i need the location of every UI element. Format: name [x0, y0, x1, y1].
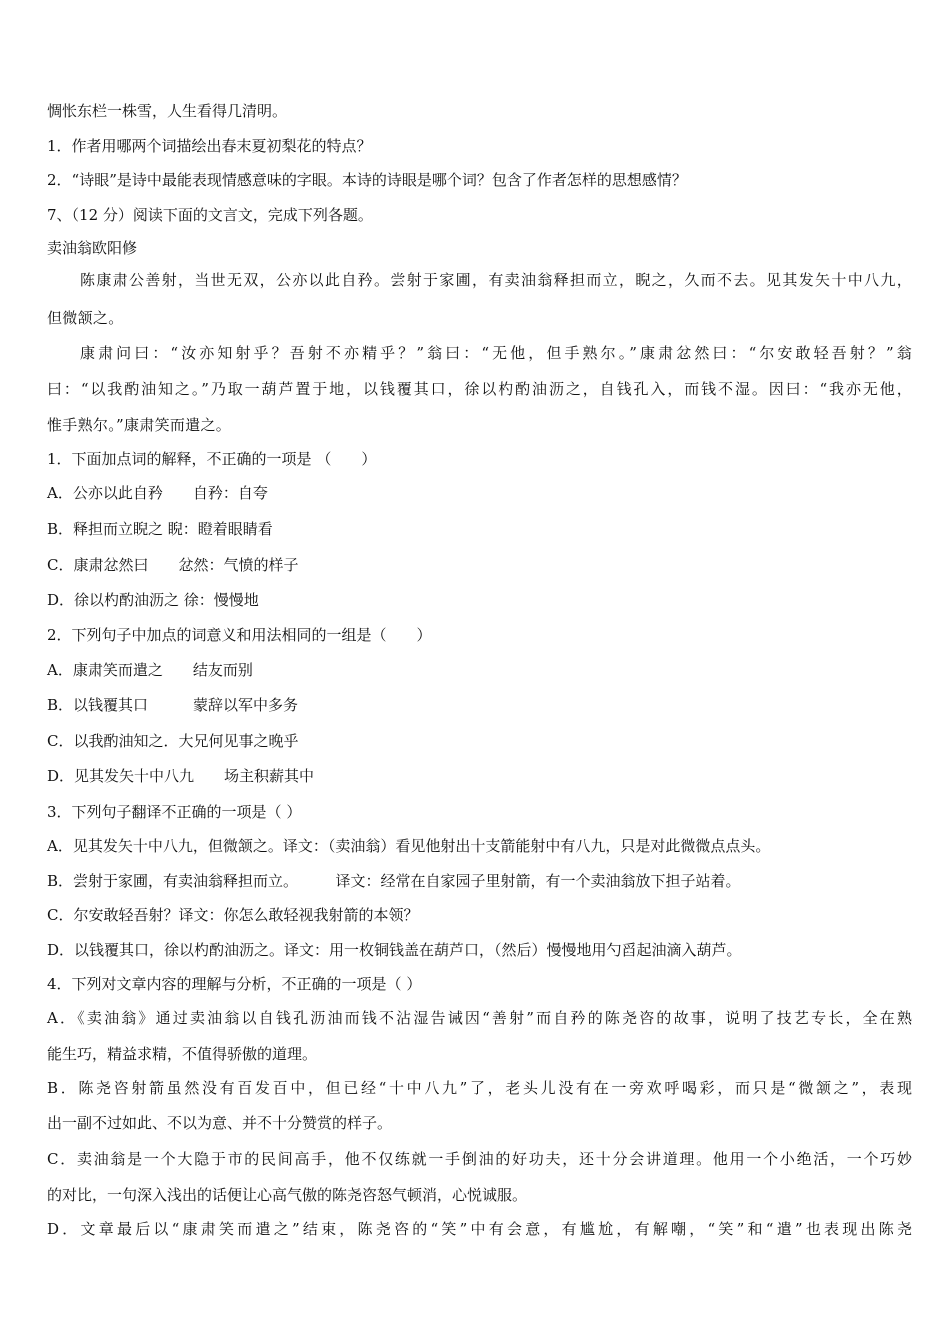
option-a: A．见其发矢十中八九，但微颔之。译文：（卖油翁）看见他射出十支箭能射中有八九，只是对此微微点点头。	[47, 837, 771, 855]
option-d: D．见其发矢十中八九 场主积薪其中	[47, 767, 315, 785]
option-d: D．以钱覆其口，徐以杓酌油沥之。译文：用一枚铜钱盖在葫芦口，（然后）慢慢地用勺舀起油滴入葫芦。	[47, 941, 742, 959]
option-b: B．尝射于家圃，有卖油翁释担而立。 译文：经常在自家园子里射箭，有一个卖油翁放下担子站着。	[47, 872, 741, 890]
passage-line: 陈康肃公善射，当世无双，公亦以此自矜。尝射于家圃，有卖油翁释担而立，睨之，久而不去。见其发矢十中八九，	[80, 271, 912, 289]
option-c: C．康肃忿然曰 忿然：气愤的样子	[47, 556, 299, 574]
option-b: B．释担而立睨之 睨：瞪着眼睛看	[47, 520, 273, 538]
option-d: D．文章最后以“康肃笑而遣之”结束，陈尧咨的“笑”中有会意，有尴尬，有解嘲，“笑”和“遣”也表现出陈尧	[47, 1220, 912, 1238]
option-b-cont: 出一副不过如此、不以为意、并不十分赞赏的样子。	[47, 1114, 393, 1132]
sub-question-4: 4．下列对文章内容的理解与分析，不正确的一项是（ ）	[47, 975, 422, 993]
question-2: 2．“诗眼”是诗中最能表现情感意味的字眼。本诗的诗眼是哪个词？包含了作者怎样的思想感情？	[47, 171, 687, 189]
passage-line: 康肃问曰：“汝亦知射乎？吾射不亦精乎？”翁曰：“无他，但手熟尔。”康肃忿然曰：“尔安敢轻吾射？”翁	[80, 344, 912, 362]
sub-question-2: 2．下列句子中加点的词意义和用法相同的一组是（ ）	[47, 626, 432, 644]
option-b: B．陈尧咨射箭虽然没有百发百中，但已经“十中八九”了，老头儿没有在一旁欢呼喝彩，而只是“微颔之”，表现	[47, 1079, 912, 1097]
option-a-cont: 能生巧，精益求精，不值得骄傲的道理。	[47, 1045, 318, 1063]
option-c: C．以我酌油知之．大兄何见事之晚乎	[47, 732, 299, 750]
passage-line: 曰：“以我酌油知之。”乃取一葫芦置于地，以钱覆其口，徐以杓酌油沥之，自钱孔入，而钱不湿。因曰：“我亦无他，	[47, 380, 912, 398]
option-b: B．以钱覆其口 蒙辞以军中多务	[47, 696, 299, 714]
passage-title: 卖油翁欧阳修	[47, 239, 138, 257]
sub-question-3: 3．下列句子翻译不正确的一项是（ ）	[47, 803, 302, 821]
option-c-cont: 的对比，一句深入浅出的话便让心高气傲的陈尧咨怒气顿消，心悦诚服。	[47, 1186, 528, 1204]
option-a: A．康肃笑而遣之 结友而别	[47, 661, 253, 679]
passage-line: 但微颔之。	[47, 309, 124, 327]
option-a: A．《卖油翁》通过卖油翁以自钱孔沥油而钱不沾湿告诫因“善射”而自矜的陈尧咨的故事，说明了技艺专长，全在熟	[47, 1009, 912, 1027]
option-a: A．公亦以此自矜 自矜：自夸	[47, 484, 268, 502]
option-c: C．卖油翁是一个大隐于市的民间高手，他不仅练就一手倒油的好功夫，还十分会讲道理。他用一个小绝活，一个巧妙	[47, 1150, 912, 1168]
passage-line: 惟手熟尔。”康肃笑而遣之。	[47, 416, 232, 434]
option-d: D．徐以杓酌油沥之 徐：慢慢地	[47, 591, 259, 609]
option-c: C．尔安敢轻吾射？译文：你怎么敢轻视我射箭的本领？	[47, 906, 419, 924]
question-1: 1．作者用哪两个词描绘出春末夏初梨花的特点？	[47, 137, 372, 155]
poem-last-line: 惆怅东栏一株雪，人生看得几清明。	[47, 102, 288, 120]
sub-question-1: 1．下面加点词的解释，不正确的一项是 （ ）	[47, 450, 377, 468]
section-7-heading: 7、（12 分）阅读下面的文言文，完成下列各题。	[47, 206, 373, 224]
